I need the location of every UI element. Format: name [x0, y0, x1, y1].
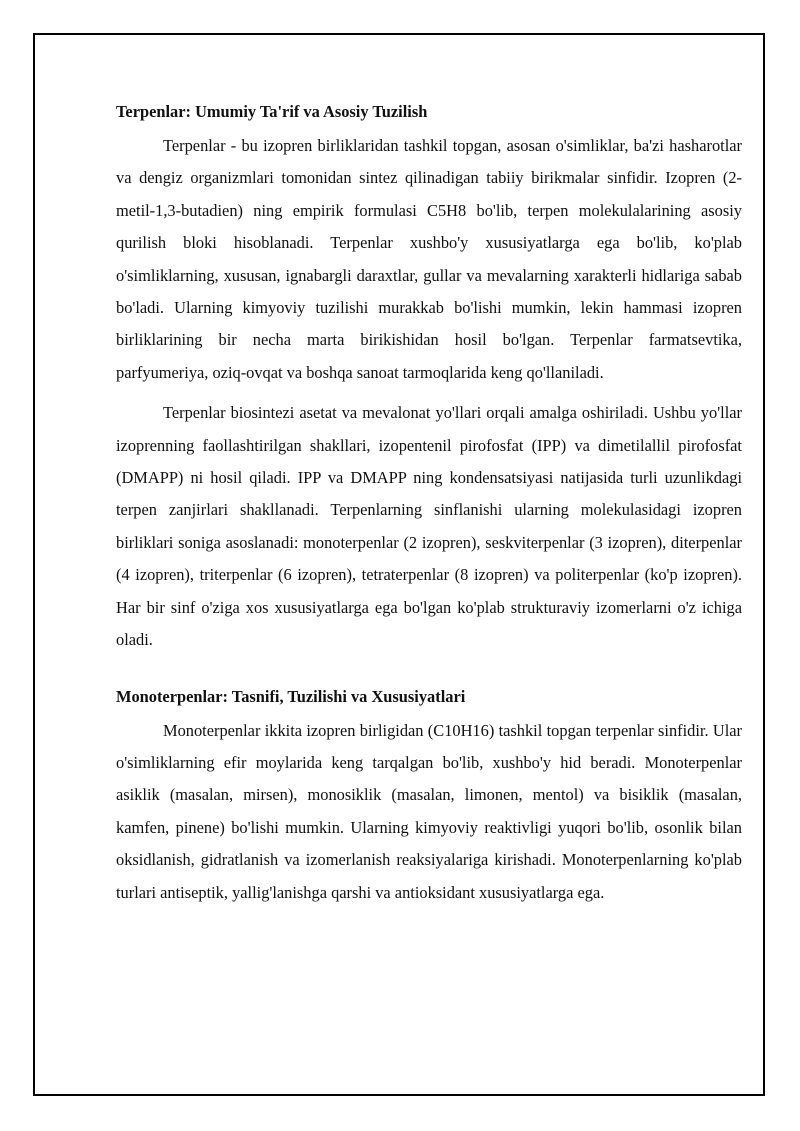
paragraph-monoterpenlar: Monoterpenlar ikkita izopren birligidan (C10H16) tashkil topgan terpenlar sinfidir. Ular o'simliklarning efir moylarida keng tarqalgan bo'lib, xushbo'y hid beradi. Monoterpenlar asiklik (masalan, mirsen), monosiklik (masalan, limonen, mentol) va bisiklik (masalan, kamfen, pinene) bo'lishi mumkin. Ularning kimyoviy reaktivligi yuqori bo'lib, osonlik bilan oksidlanish, gidratlanish va izomerlanish reaksiyalariga kirishadi. Monoterpenlarning ko'plab turlari antiseptik, yallig'lanishga qarshi va antioksidant xususiyatlarga ega.	[116, 720, 742, 902]
document-body	[116, 98, 742, 917]
section-heading-monoterpenlar: Monoterpenlar: Tasnifi, Tuzilishi va Xususiyatlari	[116, 686, 466, 706]
section-heading-terpenlar: Terpenlar: Umumiy Ta'rif va Asosiy Tuzilish	[116, 102, 428, 121]
paragraph-terpenlar-definition: Terpenlar - bu izopren birliklaridan tashkil topgan, asosan o'simliklar, ba'zi hasharotlar va dengiz organizmlari tomonidan sintez qilinadigan tabiiy birikmalar sinfidir. Izopren (2-metil-1,3-butadien) ning empirik formulasi C5H8 bo'lib, terpen molekulalarining asosiy qurilish bloki hisoblanadi. Terpenlar xushbo'y xususiyatlarga ega bo'lib, ko'plab o'simliklarning, xususan, ignabargli daraxtlar, gullar va mevalarning xarakterli hidlariga sabab bo'ladi. Ularning kimyoviy tuzilishi murakkab bo'lishi mumkin, lekin hammasi izopren birliklarining bir necha marta birikishidan hosil bo'lgan. Terpenlar farmatsevtika, parfyumeriya, oziq-ovqat va boshqa sanoat tarmoqlarida keng qo'llaniladi.	[116, 136, 742, 382]
paragraph-terpenlar-biosynthesis: Terpenlar biosintezi asetat va mevalonat yo'llari orqali amalga oshiriladi. Ushbu yo'llar izoprenning faollashtirilgan shakllari, izopentenil pirofosfat (IPP) va dimetilallil pirofosfat (DMAPP) ni hosil qiladi. IPP va DMAPP ning kondensatsiyasi natijasida turli uzunlikdagi terpen zanjirlari shakllanadi. Terpenlarning sinflanishi ularning molekulasidagi izopren birliklari soniga asoslanadi: monoterpenlar (2 izopren), seskviterpenlar (3 izopren), diterpenlar (4 izopren), triterpenlar (6 izopren), tetraterpenlar (8 izopren) va politerpenlar (ko'p izopren). Har bir sinf o'ziga xos xususiyatlarga ega bo'lgan ko'plab strukturaviy izomerlarni o'z ichiga oladi.	[116, 403, 742, 650]
